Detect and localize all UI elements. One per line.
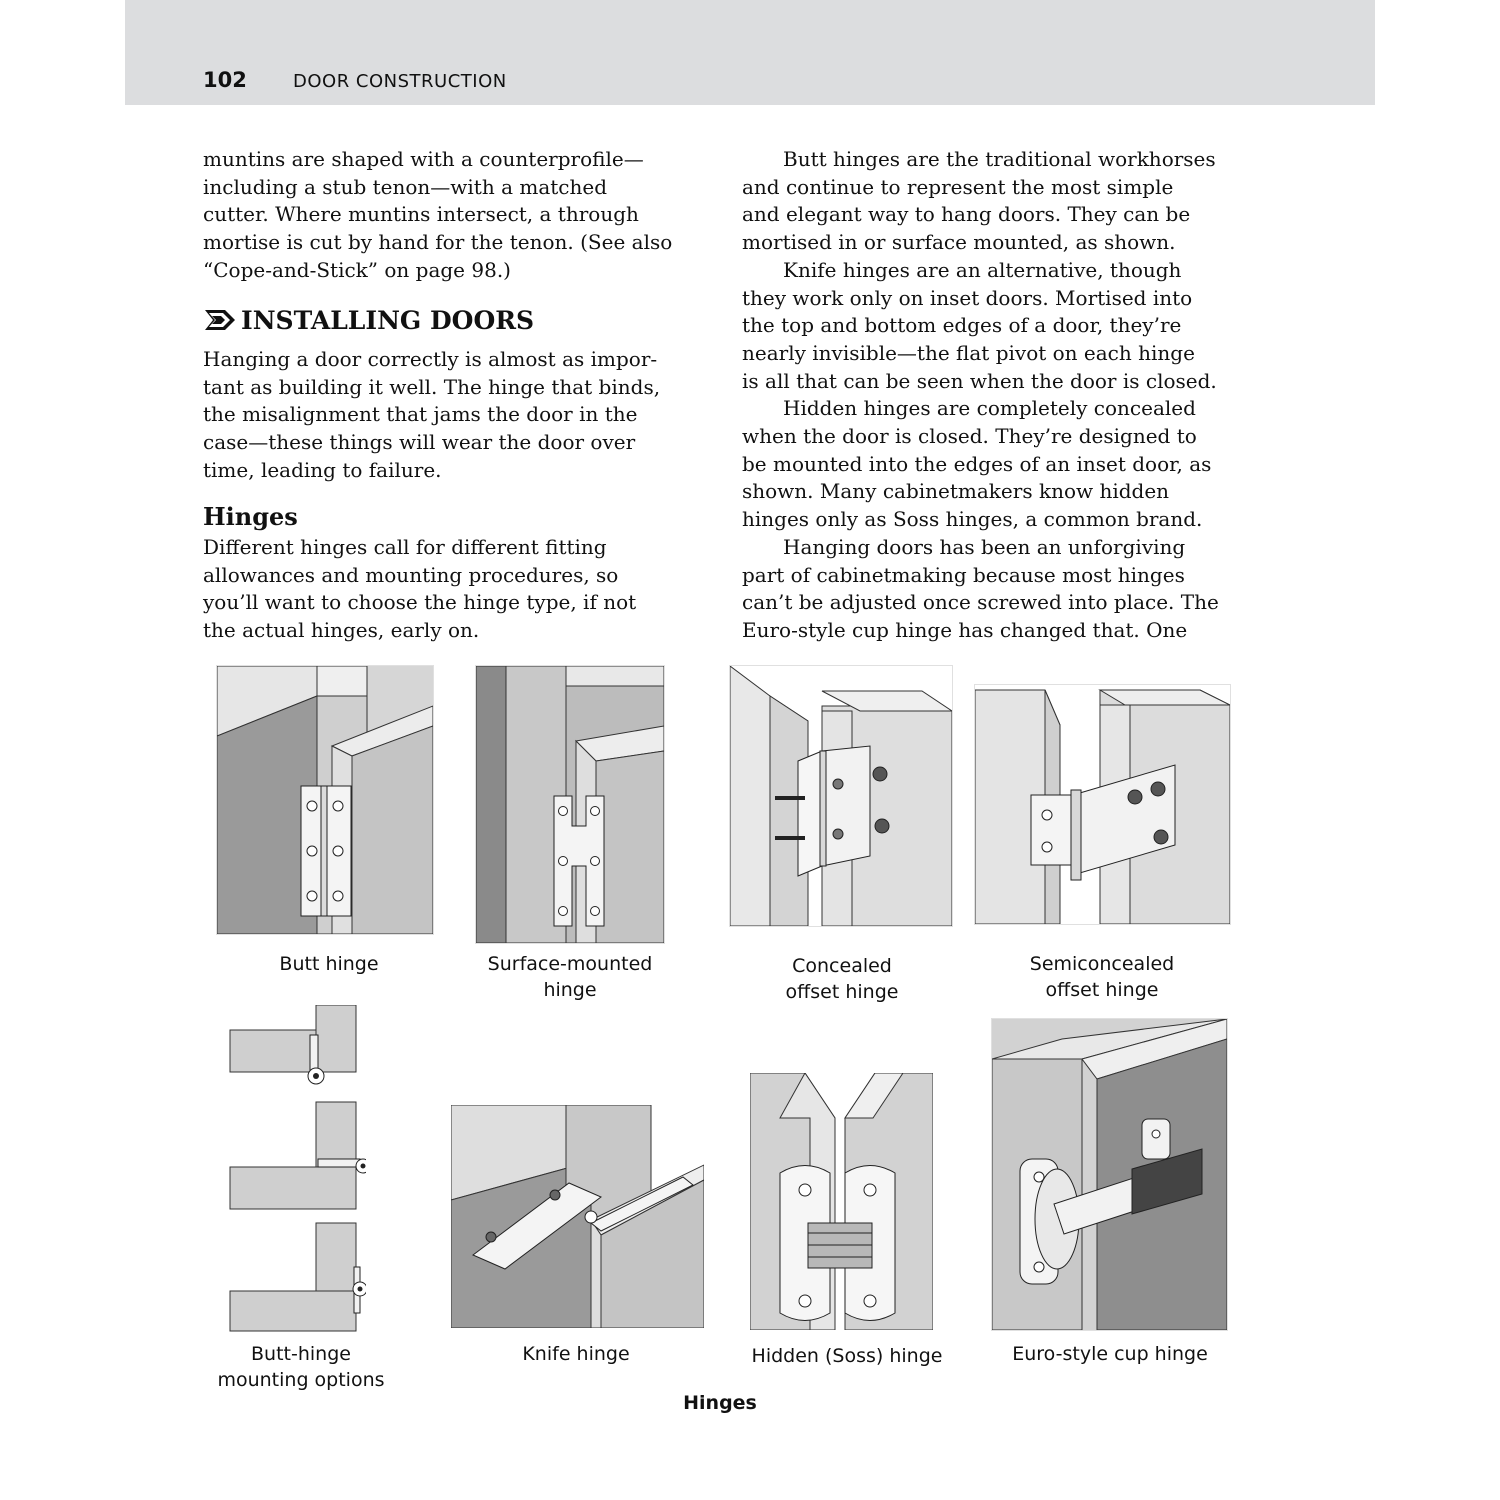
text-line: the actual hinges, early on.: [203, 618, 480, 643]
text-line: nearly invisible—the flat pivot on each hinge: [742, 340, 1195, 365]
hinges-paragraph: [203, 534, 636, 645]
text-line: the top and bottom edges of a door, they’re: [742, 313, 1182, 338]
text-line: is all that can be seen when the door is closed.: [742, 368, 1217, 393]
butt-hinge-mounting-options-illustration: [226, 1005, 366, 1335]
caption-hidden-soss-hinge: [740, 1343, 954, 1369]
text-line: can’t be adjusted once screwed into place. The: [742, 590, 1219, 615]
surface-mounted-hinge-illustration: [475, 665, 665, 944]
section-heading: [203, 306, 534, 335]
caption-line: hinge: [543, 979, 597, 1001]
caption-concealed-offset-hinge: [740, 953, 944, 1005]
caption-line: Hidden (Soss) hinge: [751, 1345, 943, 1367]
caption-semiconcealed-offset-hinge: [1000, 951, 1204, 1003]
text-line: Butt hinges are the traditional workhorses: [783, 147, 1216, 171]
text-line: you’ll want to choose the hinge type, if not: [203, 590, 637, 615]
text-line: be mounted into the edges of an inset door, as: [742, 451, 1212, 476]
caption-line: Semiconcealed: [1029, 953, 1175, 975]
euro-style-cup-hinge-illustration: [991, 1018, 1228, 1331]
arrow-bullet-icon: [203, 308, 237, 332]
text-line: mortised in or surface mounted, as shown.: [742, 230, 1176, 255]
running-head: DOOR CONSTRUCTION: [293, 71, 507, 92]
text-line: “Cope-and-Stick” on page 98.): [203, 257, 511, 282]
text-line: hinges only as Soss hinges, a common brand.: [742, 507, 1203, 532]
text-line: Euro-style cup hinge has changed that. One: [742, 617, 1188, 642]
installing-paragraph: [203, 346, 660, 485]
text-line: Knife hinges are an alternative, though: [783, 257, 1182, 282]
knife-hinge-illustration: [451, 1105, 704, 1328]
text-line: time, leading to failure.: [203, 457, 442, 482]
concealed-offset-hinge-illustration: [729, 665, 953, 927]
caption-line: Euro-style cup hinge: [1012, 1343, 1208, 1365]
text-line: muntins are shaped with a counterprofile—: [203, 147, 644, 171]
caption-line: mounting options: [217, 1369, 385, 1391]
semiconcealed-offset-hinge-illustration: [974, 684, 1231, 925]
right-column-text: [742, 146, 1219, 645]
caption-line: Knife hinge: [522, 1343, 630, 1365]
text-line: cutter. Where muntins intersect, a through: [203, 202, 639, 227]
caption-line: Butt-hinge: [251, 1343, 351, 1365]
section-title: INSTALLING DOORS: [241, 306, 535, 335]
caption-butt-hinge: [216, 951, 442, 977]
text-line: and elegant way to hang doors. They can be: [742, 202, 1191, 227]
text-line: Hidden hinges are completely concealed: [783, 396, 1196, 421]
text-line: when the door is closed. They’re designed to: [742, 424, 1197, 449]
subsection-heading: Hinges: [203, 502, 298, 531]
figure-title: Hinges: [683, 1392, 757, 1414]
text-line: Hanging doors has been an unforgiving: [783, 534, 1186, 559]
butt-hinge-illustration: [216, 665, 434, 935]
text-line: tant as building it well. The hinge that binds,: [203, 374, 661, 399]
text-line: the misalignment that jams the door in the: [203, 402, 638, 427]
caption-euro-style-cup-hinge: [998, 1341, 1222, 1367]
caption-line: offset hinge: [785, 981, 899, 1003]
text-line: part of cabinetmaking because most hinges: [742, 562, 1185, 587]
text-line: shown. Many cabinetmakers know hidden: [742, 479, 1170, 504]
caption-line: Concealed: [792, 955, 892, 977]
text-line: Hanging a door correctly is almost as impor-: [203, 347, 658, 371]
text-line: mortise is cut by hand for the tenon. (See also: [203, 230, 673, 255]
text-line: and continue to represent the most simple: [742, 174, 1174, 199]
caption-line: offset hinge: [1045, 979, 1159, 1001]
text-line: they work only on inset doors. Mortised into: [742, 285, 1193, 310]
text-line: allowances and mounting procedures, so: [203, 562, 619, 587]
caption-knife-hinge: [476, 1341, 676, 1367]
text-line: Different hinges call for different fitting: [203, 535, 607, 559]
page-number: 102: [203, 68, 247, 92]
caption-butt-hinge-mounting-options: [196, 1341, 406, 1393]
left-intro-paragraph: [203, 146, 672, 285]
caption-line: Butt hinge: [279, 953, 379, 975]
caption-surface-mounted-hinge: [470, 951, 670, 1003]
hidden-soss-hinge-illustration: [750, 1073, 933, 1330]
caption-line: Surface-mounted: [487, 953, 653, 975]
text-line: including a stub tenon—with a matched: [203, 174, 608, 199]
text-line: case—these things will wear the door over: [203, 430, 636, 455]
